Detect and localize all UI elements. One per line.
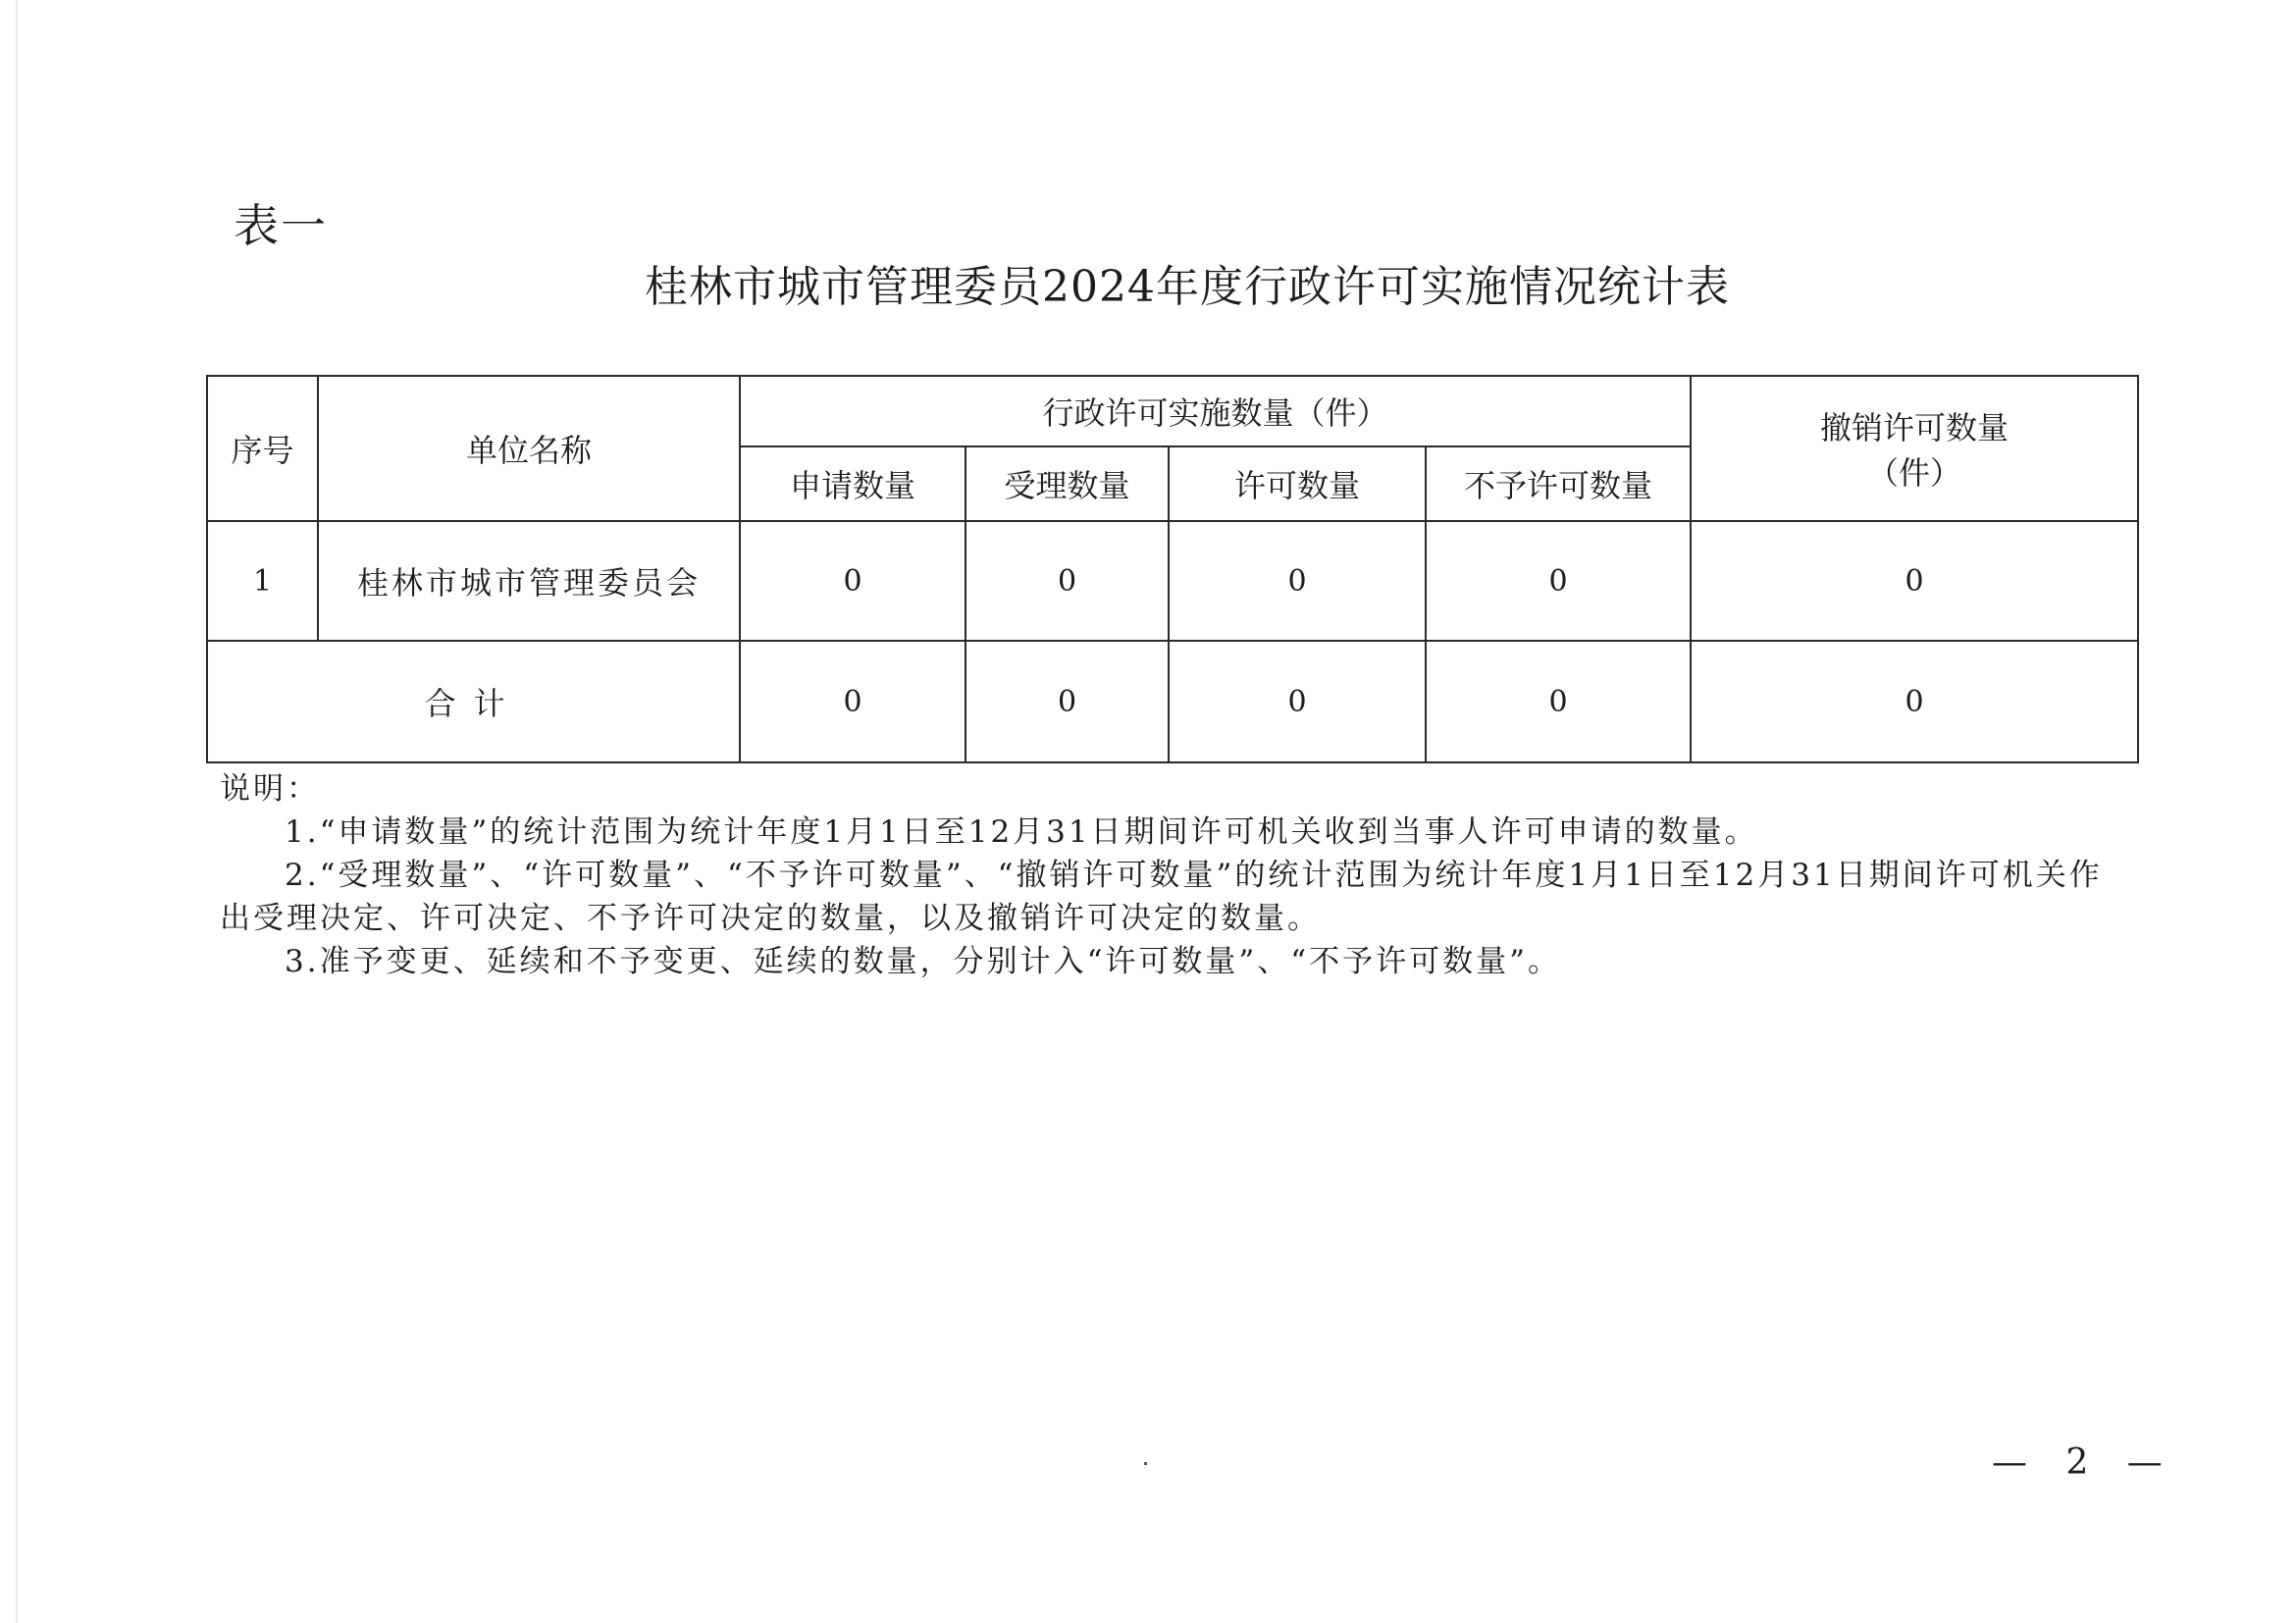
- header-unit-name: 单位名称: [318, 376, 740, 521]
- header-implementation-group: 行政许可实施数量（件）: [740, 376, 1691, 446]
- page-number: — 2 —: [1992, 1442, 2176, 1483]
- header-applications: 申请数量: [740, 446, 965, 521]
- row-unit-name: 桂林市城市管理委员会: [318, 521, 740, 641]
- document-title: 桂林市城市管理委员2024年度行政许可实施情况统计表: [645, 262, 1730, 312]
- header-revoked: [1691, 376, 2138, 521]
- note-3: 3.准予变更、延续和不予变更、延续的数量，分别计入“许可数量”、“不予许可数量”。: [285, 944, 1561, 979]
- total-revoked: 0: [1691, 641, 2138, 762]
- note-2a: 2.“受理数量”、“许可数量”、“不予许可数量”、“撤销许可数量”的统计范围为统计年度1月1日至12月31日期间许可机关作: [285, 858, 2103, 893]
- total-applications: 0: [740, 641, 965, 762]
- total-row: [207, 641, 2138, 762]
- row-index: 1: [207, 521, 318, 641]
- header-index: 序号: [207, 376, 318, 521]
- notes-section: [220, 767, 2133, 983]
- statistics-table: [206, 375, 2139, 763]
- total-denied: 0: [1426, 641, 1691, 762]
- table-row: [207, 521, 2138, 641]
- header-revoked-line2: （件）: [1867, 454, 1962, 492]
- total-accepted: 0: [965, 641, 1169, 762]
- note-1: 1.“申请数量”的统计范围为统计年度1月1日至12月31日期间许可机关收到当事人许可申请的数量。: [285, 814, 1758, 850]
- scan-speck: [1144, 1462, 1147, 1465]
- table-label: 表一: [234, 199, 328, 252]
- note-2b: 出受理决定、许可决定、不予许可决定的数量，以及撤销许可决定的数量。: [220, 901, 1321, 936]
- header-accepted: 受理数量: [965, 446, 1169, 521]
- notes-heading: 说明：: [220, 771, 320, 807]
- total-label: 合计: [207, 641, 740, 762]
- row-revoked: 0: [1691, 521, 2138, 641]
- header-row-1: [207, 376, 2138, 446]
- row-denied: 0: [1426, 521, 1691, 641]
- row-permitted: 0: [1169, 521, 1426, 641]
- page-edge: [16, 0, 18, 1623]
- header-permitted: 许可数量: [1169, 446, 1426, 521]
- header-denied: 不予许可数量: [1426, 446, 1691, 521]
- header-revoked-line1: 撤销许可数量: [1820, 409, 2009, 446]
- row-accepted: 0: [965, 521, 1169, 641]
- total-permitted: 0: [1169, 641, 1426, 762]
- row-applications: 0: [740, 521, 965, 641]
